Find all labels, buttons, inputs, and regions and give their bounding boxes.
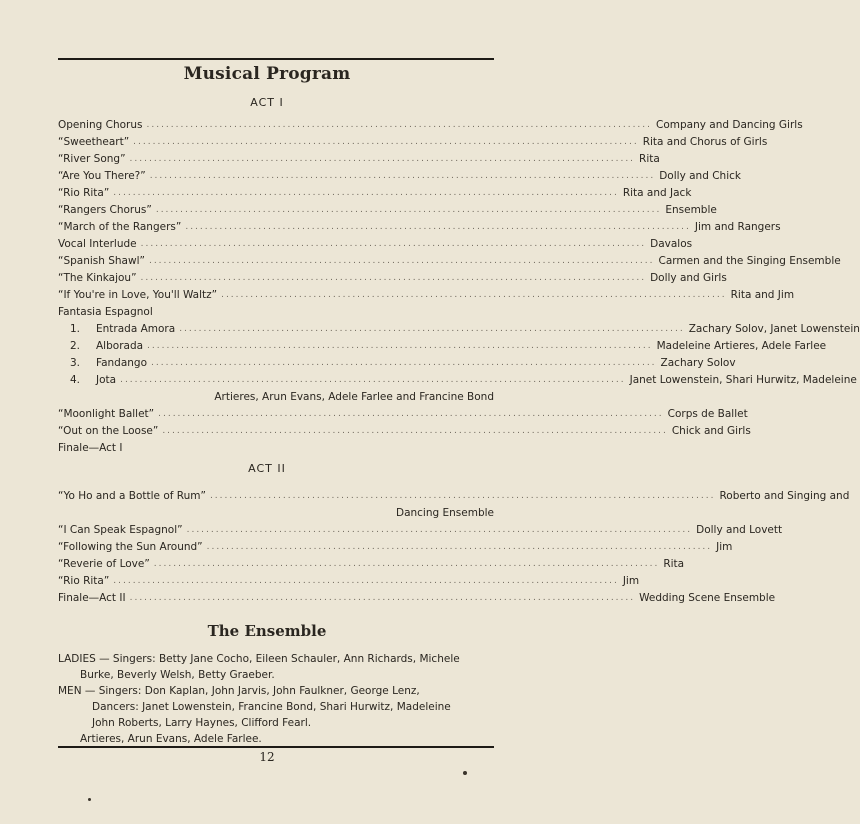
- song-title: “Spanish Shawl”: [58, 255, 145, 267]
- program-row: [58, 134, 768, 151]
- leader-dots: ........................................................................................................: [206, 542, 713, 552]
- song-title-text: Alborada: [96, 340, 144, 352]
- ink-spot: [463, 771, 467, 775]
- item-number: 1.: [70, 323, 81, 335]
- song-title: “Moonlight Ballet”: [58, 408, 155, 420]
- performers: Wedding Scene Ensemble: [639, 592, 776, 604]
- act-1-list: [58, 117, 860, 457]
- performers: Madeleine Artieres, Adele Farlee: [656, 340, 827, 352]
- program-row: [58, 573, 640, 590]
- program-row: [58, 151, 660, 168]
- song-title: “Yo Ho and a Bottle of Rum”: [58, 490, 206, 502]
- performers: Chick and Girls: [671, 425, 751, 437]
- song-title: [58, 355, 147, 372]
- program-row: [58, 372, 857, 389]
- performers-continued: Artieres, Arun Evans, Adele Farlee and Francine Bond: [214, 391, 494, 403]
- leader-dots: ........................................................................................................: [120, 375, 626, 385]
- ensemble-men-line: Artieres, Arun Evans, Adele Farlee.: [80, 733, 262, 745]
- leader-dots: ........................................................................................................: [148, 256, 655, 266]
- song-title-text: Fandango: [96, 357, 148, 369]
- performers: Rita and Jim: [730, 289, 795, 301]
- leader-dots: ........................................................................................................: [209, 491, 716, 501]
- leader-dots: ........................................................................................................: [129, 154, 636, 164]
- program-row: [58, 117, 803, 134]
- ensemble-men-line: MEN — Singers: Don Kaplan, John Jarvis, John Faulkner, George Lenz,: [58, 685, 420, 697]
- performers: Dolly and Chick: [659, 170, 741, 182]
- leader-dots: ........................................................................................................: [186, 525, 693, 535]
- leader-dots: ........................................................................................................: [153, 559, 660, 569]
- song-title: “Rio Rita”: [58, 187, 110, 199]
- performers: Rita and Jack: [622, 187, 692, 199]
- performers: Jim: [716, 541, 733, 553]
- song-title: [58, 321, 175, 338]
- page-number: 12: [259, 750, 275, 764]
- leader-dots: ........................................................................................................: [140, 239, 647, 249]
- song-title-text: Entrada Amora: [96, 323, 176, 335]
- song-title: Finale—Act II: [58, 592, 126, 604]
- program-row: [58, 423, 751, 440]
- leader-dots: ........................................................................................................: [179, 324, 685, 334]
- program-row: [58, 270, 727, 287]
- performers: Jim and Rangers: [694, 221, 781, 233]
- song-title: [58, 338, 143, 355]
- act-1-finale: Finale—Act I: [58, 442, 123, 454]
- ensemble-men-line: John Roberts, Larry Haynes, Clifford Fearl.: [92, 717, 312, 729]
- performers: Zachary Solov: [660, 357, 736, 369]
- ensemble-ladies-line: Burke, Beverly Welsh, Betty Graeber.: [80, 669, 275, 681]
- performers: Rita and Chorus of Girls: [642, 136, 768, 148]
- program-row: [58, 185, 692, 202]
- item-number: 4.: [70, 374, 81, 386]
- leader-dots: ........................................................................................................: [162, 426, 668, 436]
- program-row: [58, 556, 685, 573]
- program-row: [58, 168, 741, 185]
- song-title: [58, 372, 116, 389]
- song-title: “Rangers Chorus”: [58, 204, 152, 216]
- performers: Rita: [663, 558, 685, 570]
- act-2-heading: ACT II: [248, 462, 286, 475]
- song-title: “Reverie of Love”: [58, 558, 150, 570]
- program-row: [58, 338, 827, 355]
- ink-spot: [88, 798, 91, 801]
- performers: Ensemble: [665, 204, 717, 216]
- performers: Dolly and Girls: [650, 272, 727, 284]
- performers: Zachary Solov, Janet Lowenstein: [688, 323, 860, 335]
- program-row: [58, 590, 776, 607]
- act-2-list: [58, 488, 850, 607]
- performers: Roberto and Singing and: [719, 490, 850, 502]
- bottom-rule: [58, 746, 494, 748]
- song-title: “Following the Sun Around”: [58, 541, 203, 553]
- leader-dots: ........................................................................................................: [140, 273, 647, 283]
- song-title: “Are You There?”: [58, 170, 146, 182]
- leader-dots: ........................................................................................................: [113, 576, 619, 586]
- fantasia-label: Fantasia Espagnol: [58, 306, 153, 318]
- ensemble-title: The Ensemble: [207, 622, 327, 640]
- program-row: [58, 219, 781, 236]
- performers: Rita: [639, 153, 660, 165]
- program-row: [58, 406, 748, 423]
- song-title: “March of the Rangers”: [58, 221, 182, 233]
- song-title: “Sweetheart”: [58, 136, 130, 148]
- program-row: [58, 522, 783, 539]
- leader-dots: ........................................................................................................: [151, 358, 657, 368]
- leader-dots: ........................................................................................................: [113, 188, 619, 198]
- leader-dots: ........................................................................................................: [133, 137, 639, 147]
- program-row: [58, 488, 850, 505]
- program-row: [58, 539, 733, 556]
- song-title-text: Jota: [96, 374, 117, 386]
- act-1-heading: ACT I: [250, 96, 284, 109]
- song-title: “River Song”: [58, 153, 126, 165]
- top-rule: [58, 58, 494, 60]
- program-row: [58, 236, 693, 253]
- program-row: [58, 355, 736, 372]
- song-title: Vocal Interlude: [58, 238, 137, 250]
- ensemble-men-line: Dancers: Janet Lowenstein, Francine Bond, Shari Hurwitz, Madeleine: [92, 701, 451, 713]
- song-title: “The Kinkajou”: [58, 272, 137, 284]
- performers: Davalos: [650, 238, 693, 250]
- leader-dots: ........................................................................................................: [146, 120, 653, 130]
- program-row: [58, 202, 717, 219]
- song-title: “Rio Rita”: [58, 575, 110, 587]
- item-number: 2.: [70, 340, 81, 352]
- leader-dots: ........................................................................................................: [185, 222, 691, 232]
- leader-dots: ........................................................................................................: [221, 290, 727, 300]
- performers: Dolly and Lovett: [696, 524, 783, 536]
- leader-dots: ........................................................................................................: [158, 409, 664, 419]
- program-row: [58, 253, 841, 270]
- performers: Jim: [622, 575, 640, 587]
- song-title: “I Can Speak Espagnol”: [58, 524, 183, 536]
- leader-dots: ........................................................................................................: [149, 171, 656, 181]
- song-title: “If You're in Love, You'll Waltz”: [58, 289, 218, 301]
- song-title: “Out on the Loose”: [58, 425, 159, 437]
- item-number: 3.: [70, 357, 81, 369]
- page-title: Musical Program: [183, 64, 351, 84]
- performers: Company and Dancing Girls: [656, 119, 803, 131]
- performers-continued: Dancing Ensemble: [395, 507, 494, 519]
- performers: Janet Lowenstein, Shari Hurwitz, Madeleine: [629, 374, 857, 386]
- program-row: [58, 321, 860, 338]
- song-title: Opening Chorus: [58, 119, 143, 131]
- leader-dots: ........................................................................................................: [129, 593, 636, 603]
- ensemble-ladies-line: LADIES — Singers: Betty Jane Cocho, Eileen Schauler, Ann Richards, Michele: [58, 653, 460, 665]
- performers: Corps de Ballet: [667, 408, 748, 420]
- program-row: [58, 287, 795, 304]
- leader-dots: ........................................................................................................: [147, 341, 653, 351]
- performers: Carmen and the Singing Ensemble: [658, 255, 841, 267]
- leader-dots: ........................................................................................................: [155, 205, 662, 215]
- ensemble-list: [58, 651, 498, 747]
